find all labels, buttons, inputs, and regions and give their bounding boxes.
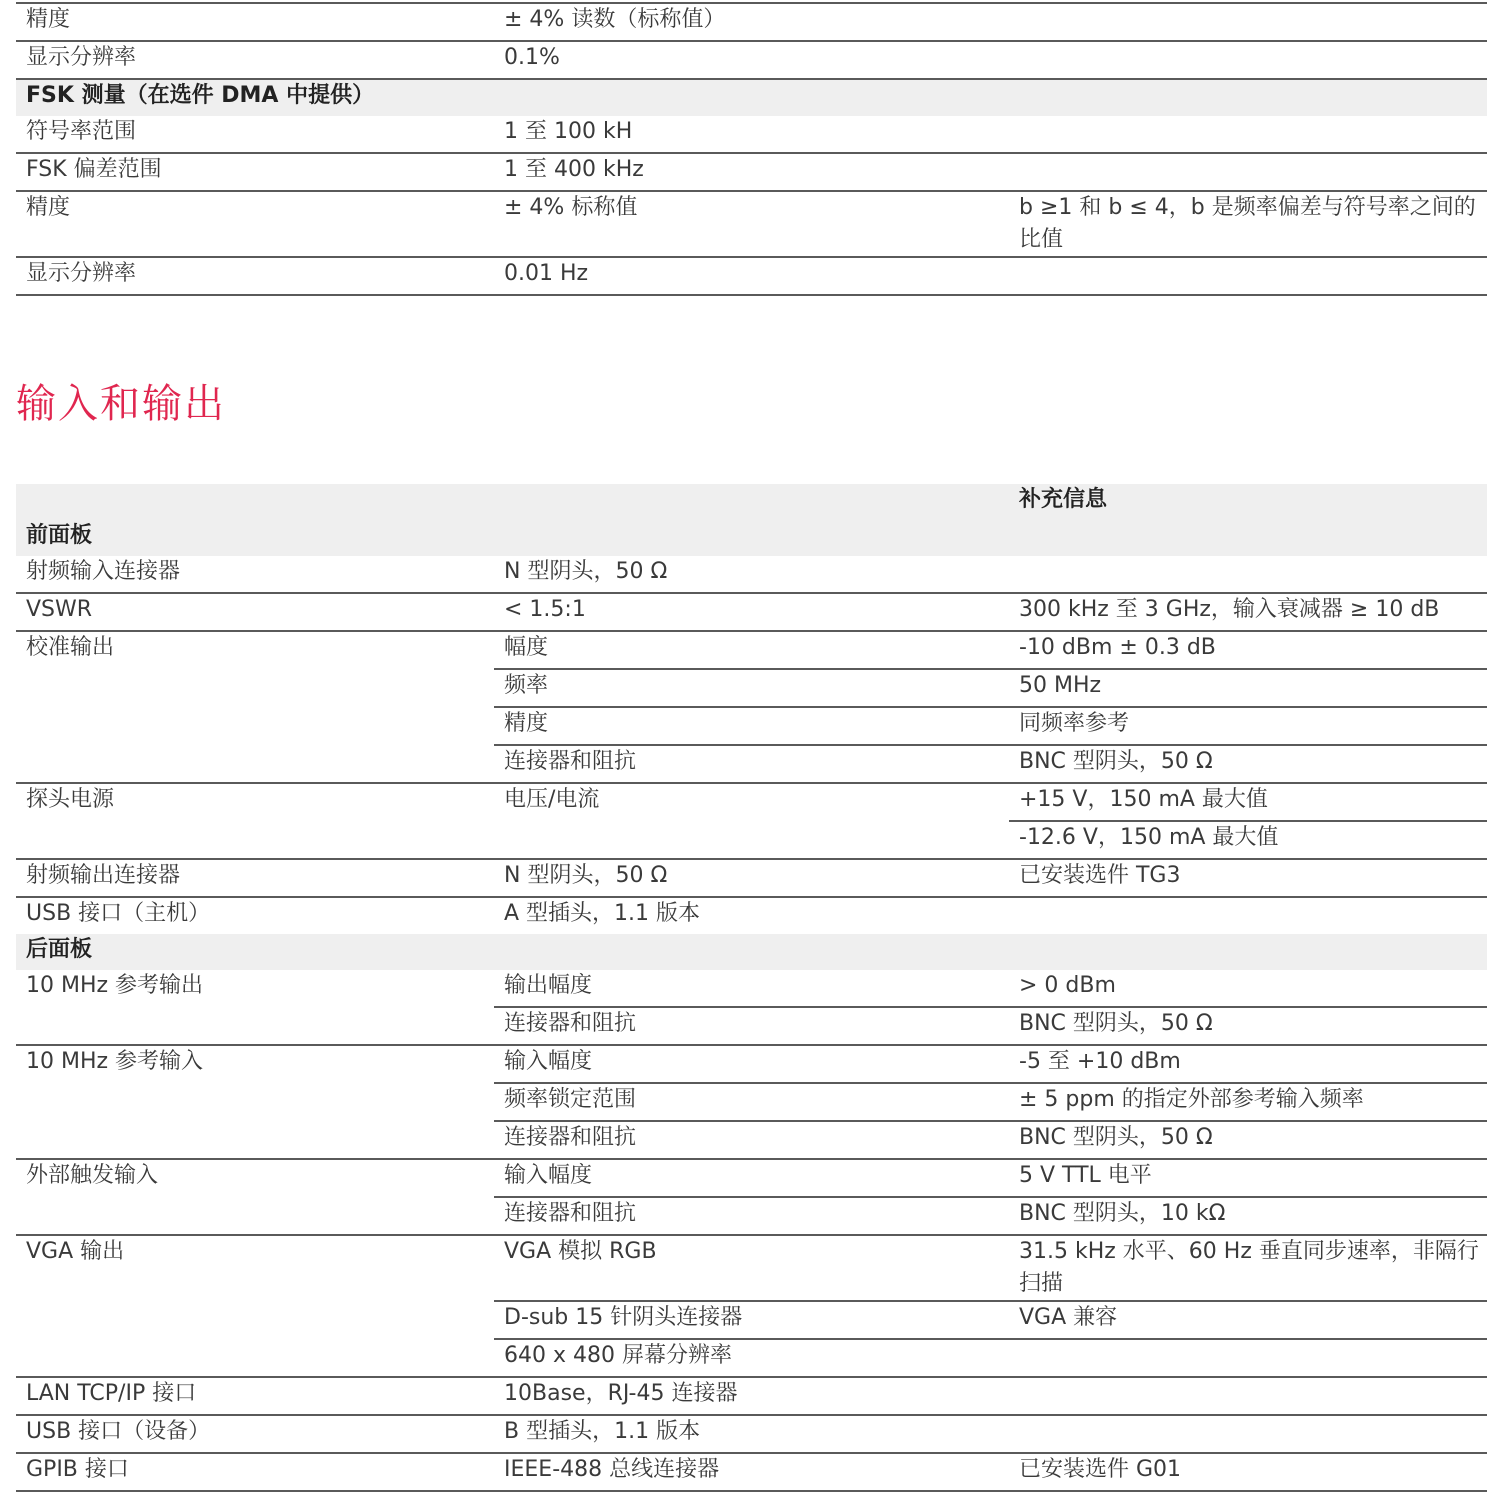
row-value: 输出幅度 [504,973,593,998]
table-row [16,1045,1487,1083]
row-note: 31.5 kHz 水平、60 Hz 垂直同步速率，非隔行扫描 [1019,1239,1479,1296]
row-value: A 型插头，1.1 版本 [504,901,701,926]
table-row [16,153,1487,191]
row-note: BNC 型阴头，50 Ω [1019,1125,1213,1150]
row-label: GPIB 接口 [26,1457,129,1482]
row-label: 外部触发输入 [26,1163,159,1188]
group-header-row [16,79,1487,116]
row-value: IEEE-488 总线连接器 [504,1457,720,1482]
row-value: ± 4% 标称值 [504,195,638,220]
table-row [16,1377,1487,1415]
row-note: BNC 型阴头，50 Ω [1019,749,1213,774]
row-value: 640 x 480 屏幕分辨率 [504,1343,732,1368]
row-label: 10 MHz 参考输入 [26,1049,204,1074]
table-row [16,859,1487,897]
row-note [1009,3,1487,41]
row-label: 射频输出连接器 [26,863,181,888]
row-note [1009,41,1487,79]
table-row [16,631,1487,669]
table-row [16,191,1487,257]
row-note [1009,257,1487,295]
fsk-group-header: FSK 测量（在选件 DMA 中提供） [26,83,375,108]
table-row [16,1453,1487,1491]
table-row [16,41,1487,79]
row-value: B 型插头，1.1 版本 [504,1419,701,1444]
row-label: 显示分辨率 [26,261,137,286]
row-label: 精度 [26,7,71,32]
row-note: VGA 兼容 [1019,1305,1118,1330]
section-title: 输入和输出 [16,381,226,427]
row-value: 精度 [504,711,549,736]
table-row [16,257,1487,295]
row-value: 频率锁定范围 [504,1087,637,1112]
row-value: 幅度 [504,635,549,660]
row-label: 探头电源 [26,787,115,812]
row-label: VGA 输出 [26,1239,125,1264]
front-panel-header: 前面板 [26,523,93,548]
column-header-notes: 补充信息 [1019,487,1108,512]
row-note: -5 至 +10 dBm [1019,1049,1181,1074]
spec-page [16,0,1487,1492]
row-note [1009,116,1487,153]
row-value: 电压/电流 [504,787,600,812]
row-value: N 型阴头，50 Ω [504,863,668,888]
row-label: 符号率范围 [26,119,137,144]
row-note: 已安装选件 G01 [1019,1457,1182,1482]
measurement-spec-table [16,2,1487,296]
row-value: 输入幅度 [504,1049,593,1074]
row-value: 10Base，RJ-45 连接器 [504,1381,738,1406]
row-label: LAN TCP/IP 接口 [26,1381,197,1406]
group-header-row [16,520,1487,556]
table-row [16,897,1487,934]
table-row [16,970,1487,1007]
row-note: 5 V TTL 电平 [1019,1163,1152,1188]
row-label: USB 接口（设备） [26,1419,211,1444]
row-value: 连接器和阻抗 [504,1201,637,1226]
row-value: < 1.5:1 [504,597,586,622]
table-row [16,1235,1487,1301]
table-row [16,116,1487,153]
row-note: > 0 dBm [1019,973,1116,998]
row-value: D-sub 15 针阴头连接器 [504,1305,743,1330]
row-value: 连接器和阻抗 [504,1125,637,1150]
row-note: ± 5 ppm 的指定外部参考输入频率 [1019,1087,1364,1112]
row-note [1009,1339,1487,1377]
row-value: 0.1% [504,45,560,70]
row-label: 10 MHz 参考输出 [26,973,204,998]
table-row [16,783,1487,821]
row-value: ± 4% 读数（标称值） [504,7,726,32]
row-label: 精度 [26,195,71,220]
group-header-row [16,934,1487,970]
row-value: 1 至 400 kHz [504,157,644,182]
row-value: VGA 模拟 RGB [504,1239,657,1264]
table-row [16,1159,1487,1197]
row-value: 连接器和阻抗 [504,1011,637,1036]
row-note: 同频率参考 [1019,711,1130,736]
row-label: USB 接口（主机） [26,901,211,926]
row-note: BNC 型阴头，50 Ω [1019,1011,1213,1036]
row-note: -10 dBm ± 0.3 dB [1019,635,1216,660]
row-value: 连接器和阻抗 [504,749,637,774]
table-row [16,3,1487,41]
row-note: BNC 型阴头，10 kΩ [1019,1201,1226,1226]
row-value: 输入幅度 [504,1163,593,1188]
row-note: b ≥1 和 b ≤ 4，b 是频率偏差与符号率之间的比值 [1019,195,1476,252]
row-label: FSK 偏差范围 [26,157,162,182]
row-note: 50 MHz [1019,673,1102,698]
table-row [16,1415,1487,1453]
row-value: N 型阴头，50 Ω [504,559,668,584]
rear-panel-header: 后面板 [26,937,93,962]
row-value: 1 至 100 kH [504,119,633,144]
row-value: 频率 [504,673,549,698]
row-label: VSWR [26,597,93,622]
row-note: -12.6 V，150 mA 最大值 [1019,825,1279,850]
table-row [16,556,1487,593]
row-note [1009,153,1487,191]
row-label: 校准输出 [26,635,115,660]
row-label: 显示分辨率 [26,45,137,70]
row-note: 已安装选件 TG3 [1019,863,1181,888]
row-note: 300 kHz 至 3 GHz，输入衰减器 ≥ 10 dB [1019,597,1440,622]
row-label: 射频输入连接器 [26,559,181,584]
row-value: 0.01 Hz [504,261,589,286]
row-note: +15 V，150 mA 最大值 [1019,787,1268,812]
table-header-row [16,484,1487,520]
table-row [16,593,1487,631]
io-spec-table [16,484,1487,1492]
